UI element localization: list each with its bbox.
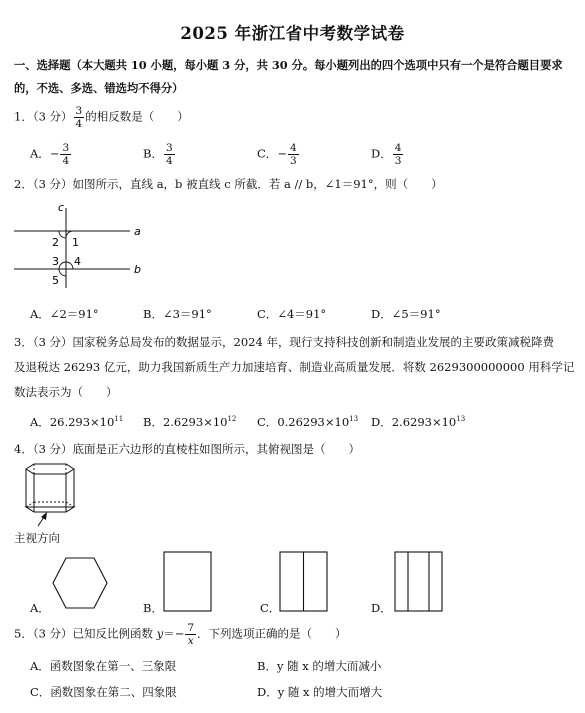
q2-option-c[interactable]: C．∠4＝91° [257,307,327,321]
q4-option-b-label[interactable]: B． [143,601,163,615]
question-2-stem: 2．（3 分）如图所示，直线 a，b 被直线 c 所截．若 a // b，∠1＝91°，则（ ） [14,177,443,191]
q5-option-a[interactable]: A．函数图象在第一、三象限 [30,659,177,673]
q4-option-a-label[interactable]: A． [30,601,50,615]
question-3-line-1: 3．（3 分）国家税务总局发布的数据显示，2024 年，现行支持科技创新和制造业发展的主要政策减税降费 [14,335,554,349]
view-direction-label: 主视方向 [14,531,60,545]
question-3-line-2: 及退税达 26293 亿元，助力我国新质生产力加速培育、制造业高质量发展．将数 2629300000000 用科学记 [14,360,575,374]
q4-option-d-label[interactable]: D． [371,601,392,615]
label-c: c [58,201,65,214]
q1-option-b[interactable]: B． $\frac{3}{4}$ [143,142,173,167]
q2-option-d[interactable]: D．∠5＝91° [371,307,441,321]
q4-option-d-three-panel-rectangle[interactable] [393,550,445,614]
label-b: b [134,263,141,276]
q1-stem-tail: 的相反数是（ ） [85,109,189,124]
question-1 [14,105,189,130]
q4-option-b-rectangle[interactable] [162,550,214,614]
q5-option-c[interactable]: C．函数图象在第二、四象限 [30,685,177,699]
q5-option-d[interactable]: D．y 随 x 的增大而增大 [257,685,383,699]
q1-option-a[interactable]: A．− $\frac{3}{4}$ [30,142,70,167]
hexagonal-prism-figure [16,462,86,528]
q5-option-b[interactable]: B．y 随 x 的增大而减小 [257,659,382,673]
q3-option-c[interactable]: C．$0.26293\times 10^{13}$ [257,415,359,429]
q4-option-a-hexagon[interactable] [50,554,110,614]
q3-option-a[interactable]: A．$26.293\times 10^{11}$ [30,415,124,429]
angle-3-arc [59,262,66,269]
q4-option-c-label[interactable]: C． [260,601,281,615]
section-heading: 一、选择题（本大题共 10 小题，每小题 3 分，共 30 分。每小题列出的四个选项中只有一个是符合题目要求的，不选、多选、错选均不得分） [14,58,563,95]
q4-option-c-two-panel-rectangle[interactable] [278,550,330,614]
q1-option-d[interactable]: D． $\frac{4}{3}$ [371,142,402,167]
label-angle-2: 2 [52,236,59,249]
q3-option-b[interactable]: B．$2.6293\times 10^{12}$ [143,415,237,429]
label-angle-1: 1 [72,236,79,249]
question-4-stem: 4．（3 分）底面是正六边形的直棱柱如图所示，其俯视图是（ ） [14,442,361,456]
angle-2-arc [59,231,66,238]
label-angle-3: 3 [52,255,59,268]
label-angle-5: 5 [52,274,59,287]
page-title: 2025 年浙江省中考数学试卷 [180,24,405,43]
angle-4-arc [66,262,73,269]
q3-option-d[interactable]: D．$2.6293\times 10^{13}$ [371,415,466,429]
q1-number: 1．（3 分） [14,109,73,124]
q1-option-c[interactable]: C．− $\frac{4}{3}$ [257,142,297,167]
q2-option-b[interactable]: B．∠3＝91° [143,307,212,321]
q1-fraction: $\frac{3}{4}$ [75,105,83,130]
label-angle-4: 4 [74,255,81,268]
q2-option-a[interactable]: A．∠2＝91° [30,307,99,321]
question-5-stem: 5．（3 分）已知反比例函数 y＝− $\frac{7}{x}$ ．下列选项正确的是（ ） [14,622,347,647]
q2-parallel-lines-figure [12,200,152,292]
question-3-line-3: 数法表示为（ ） [14,385,118,399]
angle-5-arc [59,269,66,276]
label-a: a [134,225,141,238]
